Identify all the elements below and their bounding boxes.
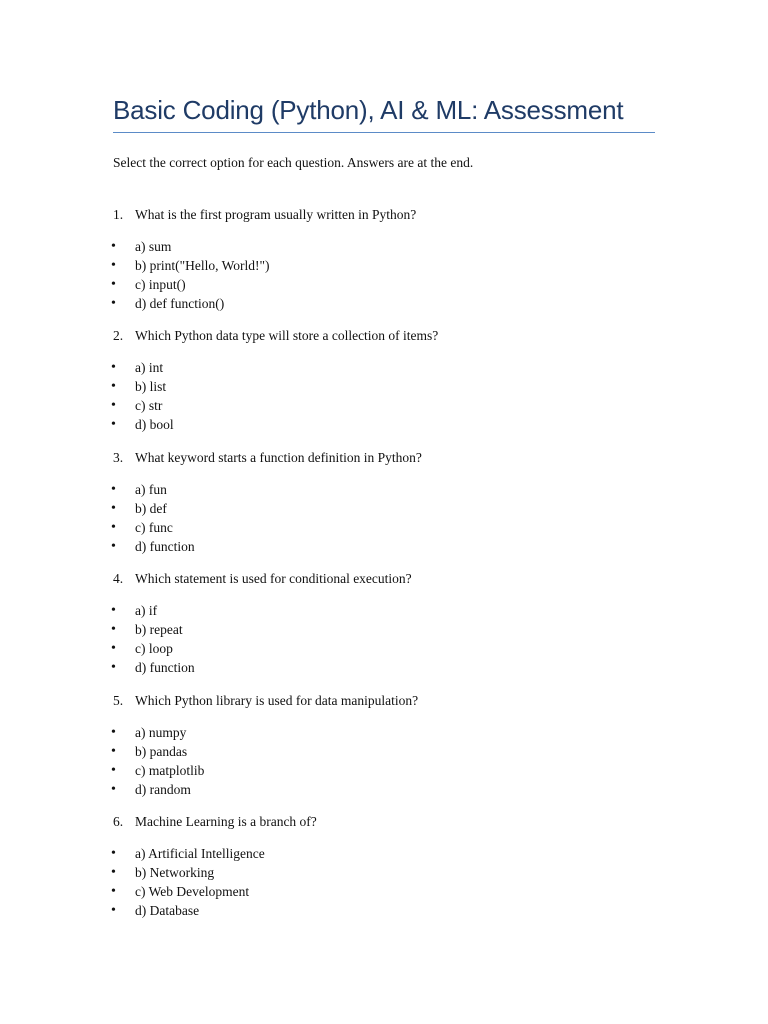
answer-option-label: b) repeat: [135, 622, 183, 637]
question-number: 1.: [113, 207, 124, 222]
answer-option-label: d) bool: [135, 417, 174, 432]
answer-option-label: d) function: [135, 539, 195, 554]
title-divider: [113, 132, 655, 133]
bullet-icon: •: [111, 501, 116, 516]
bullet-icon: •: [111, 296, 116, 311]
bullet-icon: •: [111, 622, 116, 637]
bullet-icon: •: [111, 520, 116, 535]
question-number: 5.: [113, 693, 124, 708]
bullet-icon: •: [111, 539, 116, 554]
answer-option-label: a) sum: [135, 239, 172, 254]
bullet-icon: •: [111, 744, 116, 759]
answer-option-label: d) def function(): [135, 296, 225, 311]
bullet-icon: •: [111, 903, 116, 918]
answer-option-label: b) list: [135, 379, 167, 394]
bullet-icon: •: [111, 660, 116, 675]
answer-option-label: b) print("Hello, World!"): [135, 258, 270, 273]
answer-option-label: d) Database: [135, 903, 200, 918]
question-text: Machine Learning is a branch of?: [135, 814, 317, 829]
answer-option-label: a) fun: [135, 482, 167, 497]
bullet-icon: •: [111, 763, 116, 778]
question-text: Which Python data type will store a collection of items?: [135, 328, 439, 343]
bullet-icon: •: [111, 239, 116, 254]
answer-option-label: c) loop: [135, 641, 173, 656]
bullet-icon: •: [111, 641, 116, 656]
answer-option-label: c) matplotlib: [135, 763, 205, 778]
answer-option-label: b) pandas: [135, 744, 188, 759]
question-number: 4.: [113, 571, 124, 586]
answer-option-label: d) function: [135, 660, 195, 675]
bullet-icon: •: [111, 417, 116, 432]
bullet-icon: •: [111, 603, 116, 618]
question-text: Which Python library is used for data manipulation?: [135, 693, 419, 708]
question-text: Which statement is used for conditional execution?: [135, 571, 412, 586]
bullet-icon: •: [111, 277, 116, 292]
question-number: 2.: [113, 328, 124, 343]
question-number: 6.: [113, 814, 124, 829]
answer-option-label: b) Networking: [135, 865, 215, 880]
bullet-icon: •: [111, 258, 116, 273]
answer-option-label: a) if: [135, 603, 158, 618]
answer-option-label: d) random: [135, 782, 191, 797]
answer-option-label: a) Artificial Intelligence: [135, 846, 265, 861]
answer-option-label: c) Web Development: [135, 884, 250, 899]
bullet-icon: •: [111, 865, 116, 880]
instructions-text: Select the correct option for each question. Answers are at the end.: [113, 155, 474, 170]
bullet-icon: •: [111, 846, 116, 861]
bullet-icon: •: [111, 360, 116, 375]
bullet-icon: •: [111, 482, 116, 497]
answer-option-label: c) input(): [135, 277, 186, 292]
bullet-icon: •: [111, 725, 116, 740]
bullet-icon: •: [111, 782, 116, 797]
question-text: What is the first program usually written in Python?: [135, 207, 417, 222]
bullet-icon: •: [111, 379, 116, 394]
question-text: What keyword starts a function definition in Python?: [135, 450, 422, 465]
bullet-icon: •: [111, 884, 116, 899]
question-number: 3.: [113, 450, 124, 465]
answer-option-label: b) def: [135, 501, 167, 516]
answer-option-label: a) int: [135, 360, 164, 375]
answer-option-label: c) func: [135, 520, 173, 535]
answer-option-label: c) str: [135, 398, 163, 413]
answer-option-label: a) numpy: [135, 725, 187, 740]
bullet-icon: •: [111, 398, 116, 413]
document-title: Basic Coding (Python), AI & ML: Assessment: [113, 95, 624, 125]
